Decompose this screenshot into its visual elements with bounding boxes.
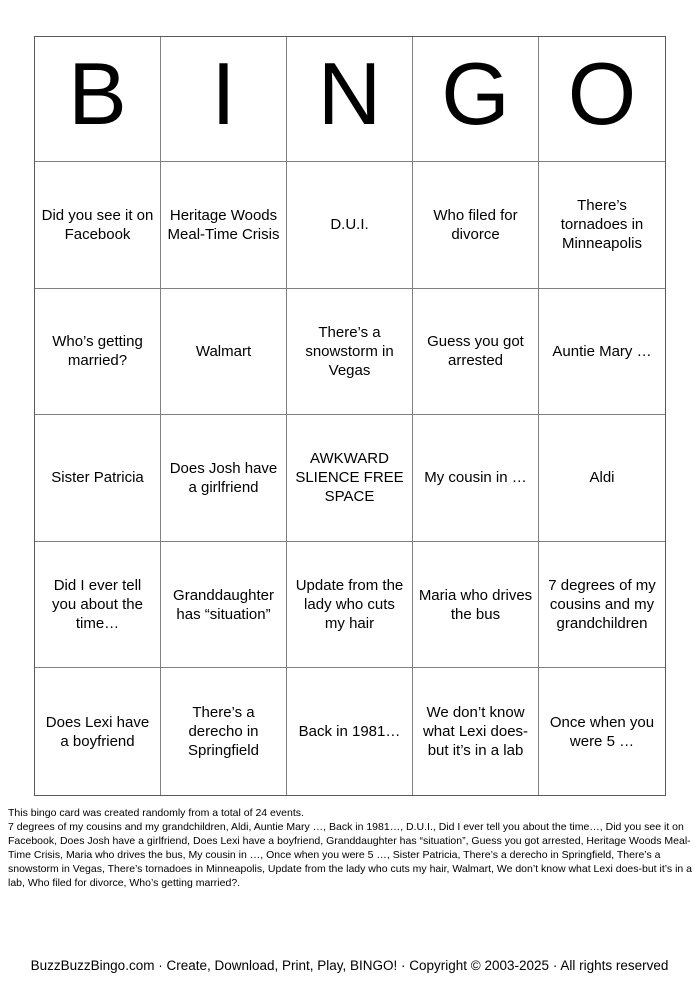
bingo-cell-r1c1[interactable]: Did you see it on Facebook <box>35 162 161 289</box>
events-list: 7 degrees of my cousins and my grandchildren, Aldi, Auntie Mary …, Back in 1981…, D.U.I., Did I ever tell you about the time…, Did you see it on Facebook, Does Josh have a girlfriend, Does Lexi have a boyfriend, Granddaughter has “situation”, Guess you got arrested, Heritage Woods Meal-Time Crisis, Maria who drives the bus, My cousin in …, Once when you were 5 …, Sister Patricia, There’s a derecho in Springfield, There’s a snowstorm in Vegas, There’s tornadoes in Minneapolis, Update from the lady who cuts my hair, Walmart, We don’t know what Lexi does-but it’s in a lab, Who filed for divorce, Who’s getting married?. <box>8 821 693 889</box>
header-letter-n: N <box>287 37 413 162</box>
bingo-cell-r1c3[interactable]: D.U.I. <box>287 162 413 289</box>
copyright-line: BuzzBuzzBingo.com · Create, Download, Print, Play, BINGO! · Copyright © 2003-2025 · All rights reserved <box>30 958 669 973</box>
bingo-cell-r5c3[interactable]: Back in 1981… <box>287 668 413 795</box>
bingo-cell-r5c5[interactable]: Once when you were 5 … <box>549 713 655 750</box>
bingo-cell-r4c2[interactable]: Granddaughter has “situation” <box>161 542 287 669</box>
bingo-cell-r3c1[interactable]: Sister Patricia <box>35 415 161 542</box>
bingo-cell-r2c4[interactable]: Guess you got arrested <box>413 289 539 416</box>
bingo-cell-r2c5[interactable]: Auntie Mary … <box>539 289 665 416</box>
bingo-cell-r4c4[interactable]: Maria who drives the bus <box>413 542 539 669</box>
header-letter-i: I <box>161 37 287 162</box>
bingo-cell-r2c2[interactable]: Walmart <box>161 289 287 416</box>
bingo-cell-r4c3[interactable]: Update from the lady who cuts my hair <box>287 542 413 669</box>
bingo-cell-r3c5[interactable]: Aldi <box>539 415 665 542</box>
header-letter-o: O <box>539 37 665 162</box>
bingo-cell-r4c1[interactable]: Did I ever tell you about the time… <box>35 542 161 669</box>
bingo-cell-r2c3[interactable]: There’s a snowstorm in Vegas <box>287 289 413 416</box>
card-description <box>8 806 693 890</box>
bingo-card-grid <box>34 36 666 796</box>
bingo-cell-r1c5[interactable]: There’s tornadoes in Minneapolis <box>539 162 665 289</box>
bingo-cell-r5c2[interactable]: There’s a derecho in Springfield <box>161 668 287 795</box>
bingo-cell-r3c4[interactable]: My cousin in … <box>413 415 539 542</box>
bingo-cell-r2c1[interactable]: Who’s getting married? <box>35 289 161 416</box>
bingo-cell-r4c5[interactable]: 7 degrees of my cousins and my grandchildren <box>539 542 665 669</box>
bingo-cell-r3c3-free-space[interactable]: AWKWARD SLIENCE FREE SPACE <box>287 415 413 542</box>
bingo-cell-r1c4[interactable]: Who filed for divorce <box>413 162 539 289</box>
card-summary-line: This bingo card was created randomly from a total of 24 events. <box>8 807 304 819</box>
bingo-cell-r3c2[interactable]: Does Josh have a girlfriend <box>161 415 287 542</box>
header-letter-g: G <box>413 37 539 162</box>
bingo-cell-r1c2[interactable]: Heritage Woods Meal-Time Crisis <box>161 162 287 289</box>
header-letter-b: B <box>35 37 161 162</box>
bingo-cell-r5c1[interactable]: Does Lexi have a boyfriend <box>35 668 161 795</box>
bingo-cell-r5c4[interactable]: We don’t know what Lexi does-but it’s in a lab <box>413 668 539 795</box>
